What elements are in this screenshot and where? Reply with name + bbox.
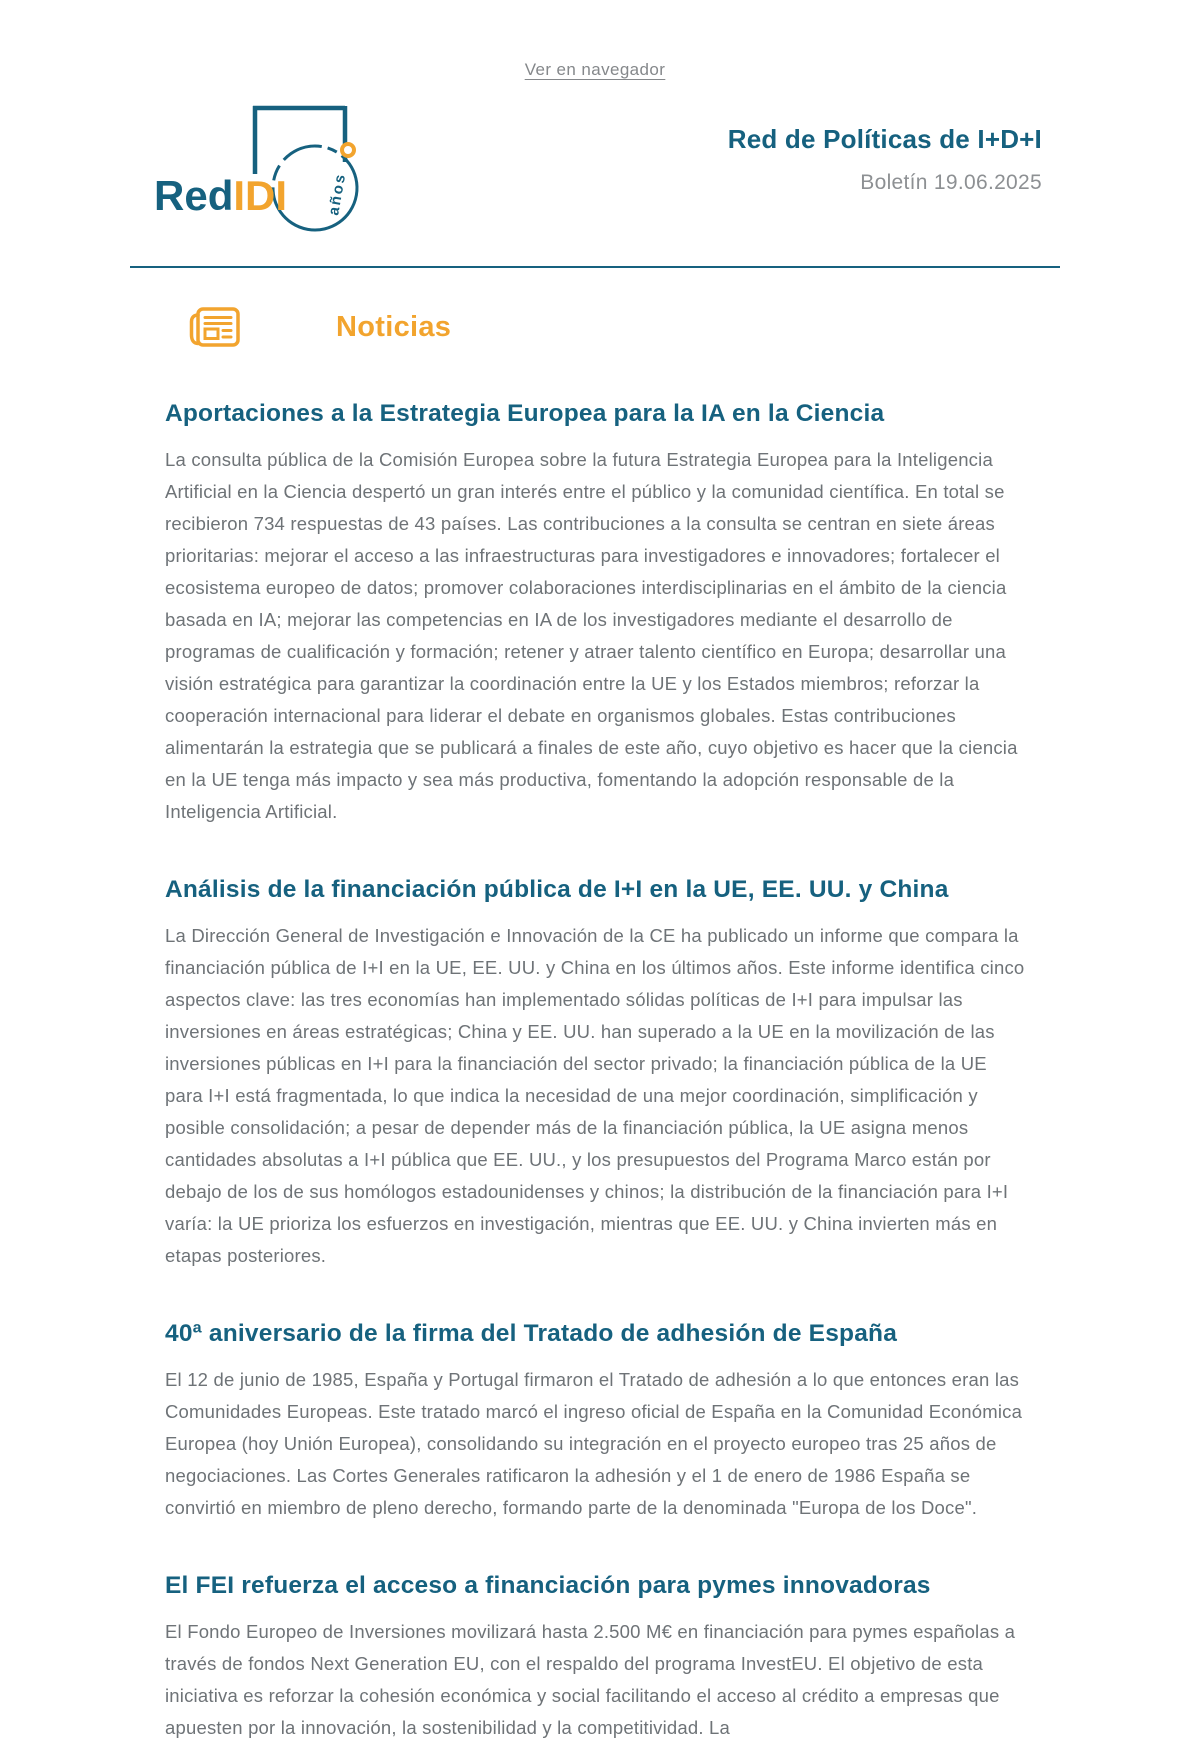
logo-anos-text: años xyxy=(325,171,350,217)
svg-text:RedIDI xyxy=(154,172,287,219)
article-fei-pymes xyxy=(165,1572,1025,1744)
article-estrategia-ia xyxy=(165,400,1025,828)
article-aniversario-adhesion xyxy=(165,1320,1025,1524)
redidi-15-anos-logo xyxy=(152,88,377,240)
bulletin-date: Boletín 19.06.2025 xyxy=(860,171,1042,194)
logo-word-idi: IDI xyxy=(233,172,288,219)
article-title: El FEI refuerza el acceso a financiación para pymes innovadoras xyxy=(165,1572,931,1599)
article-title: Análisis de la financiación pública de I+I en la UE, EE. UU. y China xyxy=(165,876,949,903)
section-title-noticias: Noticias xyxy=(336,310,452,343)
article-body: El 12 de junio de 1985, España y Portugal firmaron el Tratado de adhesión a lo que entonces eran las Comunidades Europeas. Este tratado marcó el ingreso oficial de España en la Comunidad Económica Europea (hoy Unión Europea), consolidando su integración en el proyecto europeo tras 25 años de negociaciones. Las Cortes Generales ratificaron la adhesión y el 1 de enero de 1986 España se convirtió en miembro de pleno derecho, formando parte de la denominada "Europa de los Doce". xyxy=(165,1369,1023,1518)
newspaper-icon xyxy=(186,302,244,352)
article-body: La Dirección General de Investigación e Innovación de la CE ha publicado un informe que compara la financiación pública de I+I en la UE, EE. UU. y China en los últimos años. Este informe identifica cinco aspectos clave: las tres economías han implementado sólidas políticas de I+I para impulsar las inversiones en áreas estratégicas; China y EE. UU. han superado a la UE en la movilización de las inversiones públicas en I+I para la financiación del sector privado; la financiación pública de la UE para I+I está fragmentada, lo que indica la necesidad de una mejor coordinación, simplificación y posible consolidación; a pesar de depender más de la financiación pública, la UE asigna menos cantidades absolutas a I+I pública que EE. UU., y los presupuestos del Programa Marco están por debajo de los de sus homólogos estadounidenses y chinos; la distribución de la financiación para I+I varía: la UE prioriza los esfuerzos en investigación, mientras que EE. UU. y China invierten más en etapas posteriores. xyxy=(165,925,1025,1266)
logo-word-red: Red xyxy=(154,172,234,219)
article-title: 40ª aniversario de la firma del Tratado de adhesión de España xyxy=(165,1320,898,1347)
article-body: La consulta pública de la Comisión Europea sobre la futura Estrategia Europea para la Inteligencia Artificial en la Ciencia despertó un gran interés entre el público y la comunidad científica. En total se recibieron 734 respuestas de 43 países. Las contribuciones a la consulta se centran en siete áreas prioritarias: mejorar el acceso a las infraestructuras para investigadores e innovadores; fortalecer el ecosistema europeo de datos; promover colaboraciones interdisciplinarias en el ámbito de la ciencia basada en IA; mejorar las competencias en IA de los investigadores mediante el desarrollo de programas de cualificación y formación; retener y atraer talento científico en Europa; desarrollar una visión estratégica para garantizar la coordinación entre la UE y los Estados miembros; reforzar la cooperación internacional para liderar el debate en organismos globales. Estas contribuciones alimentarán la estrategia que se publicará a finales de este año, cuyo objetivo es hacer que la ciencia en la UE tenga más impacto y sea más productiva, fomentando la adopción responsable de la Inteligencia Artificial. xyxy=(165,449,1018,822)
newsletter-header xyxy=(130,88,1060,268)
view-in-browser-link[interactable]: Ver en navegador xyxy=(524,60,666,79)
article-title: Aportaciones a la Estrategia Europea para la IA en la Ciencia xyxy=(165,400,885,427)
header-right xyxy=(728,88,1042,195)
news-section-header xyxy=(130,302,1060,352)
degree-ring xyxy=(342,144,354,156)
brand-title: Red de Políticas de I+D+I xyxy=(727,124,1042,154)
articles-list xyxy=(130,400,1060,1744)
view-in-browser-row xyxy=(130,0,1060,80)
newsletter-page xyxy=(130,0,1060,1744)
article-body: El Fondo Europeo de Inversiones movilizará hasta 2.500 M€ en financiación para pymes españolas a través de fondos Next Generation EU, con el respaldo del programa InvestEU. El objetivo de esta iniciativa es reforzar la cohesión económica y social facilitando el acceso al crédito a empresas que apuesten por la innovación, la sostenibilidad y la competitividad. La xyxy=(165,1621,1016,1738)
article-financiacion-publica xyxy=(165,876,1025,1272)
redidi-logo-graphic xyxy=(152,88,377,240)
